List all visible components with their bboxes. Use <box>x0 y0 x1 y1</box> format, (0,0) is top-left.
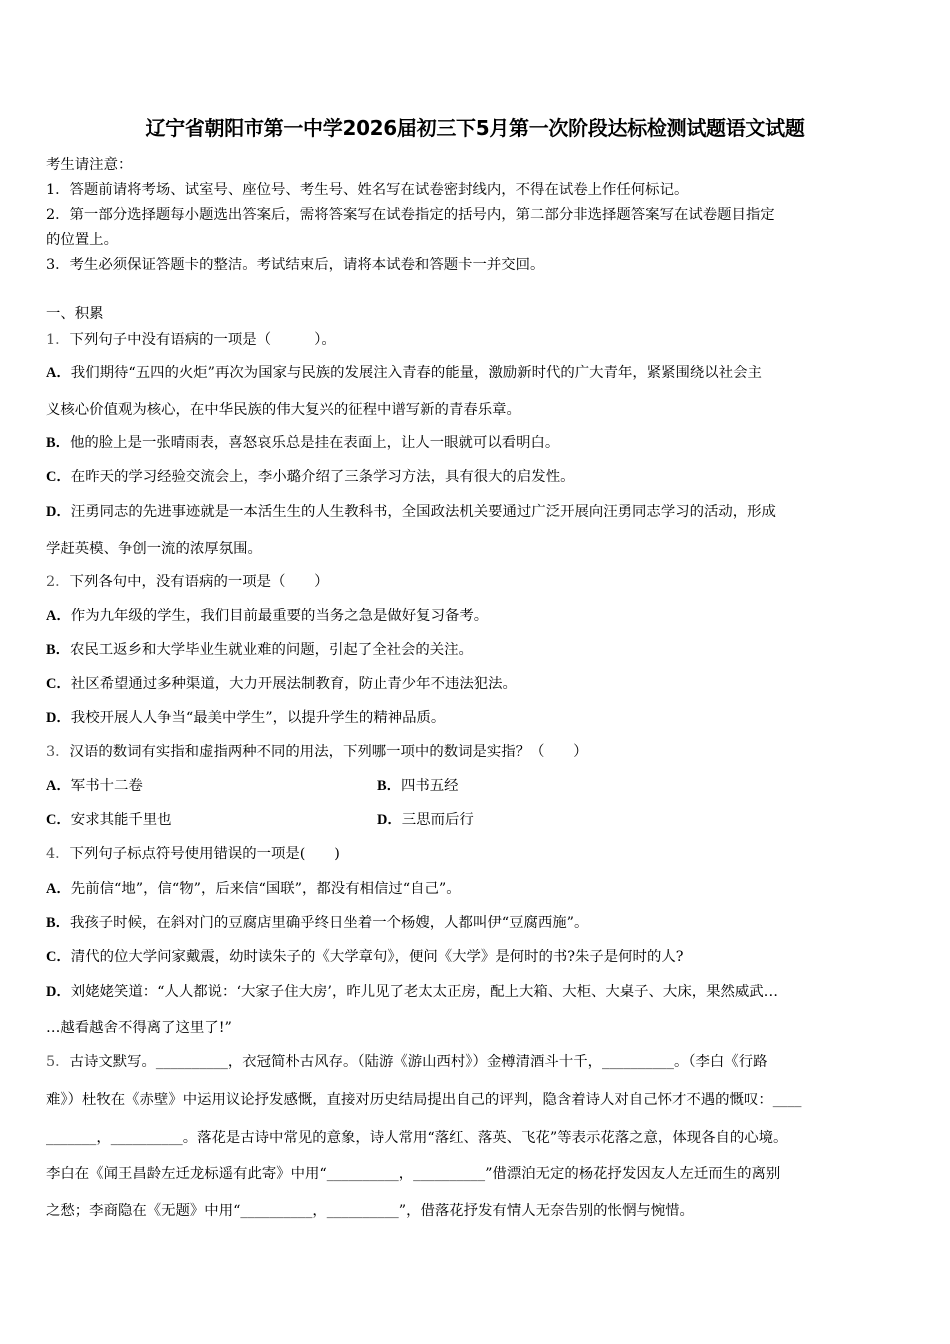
option-d-cont: …越看越舍不得离了这里了!” <box>46 1020 232 1036</box>
option-a <box>46 604 488 625</box>
question-5 <box>46 1050 767 1071</box>
option-d-cont: 学赶英模、争创一流的浓厚氛围。 <box>46 541 262 557</box>
option-text: 农民工返乡和大学毕业生就业难的问题，引起了全社会的关注。 <box>70 642 473 658</box>
question-stem: 古诗文默写。__________，衣冠简朴古风存。（陆游《游山西村》）金樽清酒斗十千，__________。（李白《行路 <box>69 1054 768 1070</box>
option-c <box>46 465 574 486</box>
question-number: 5． <box>46 1054 70 1070</box>
option-label: A． <box>46 881 71 897</box>
option-label: B． <box>377 778 401 794</box>
exam-title: 辽宁省朝阳市第一中学2026届初三下5月第一次阶段达标检测试题语文试题 <box>145 116 805 140</box>
option-text: 军书十二卷 <box>70 778 143 794</box>
option-text: 社区希望通过多种渠道，大力开展法制教育，防止青少年不违法犯法。 <box>70 676 517 692</box>
notice-item: 的位置上。 <box>46 232 118 248</box>
option-a-cont: 义核心价值观为核心，在中华民族的伟大复兴的征程中谱写新的青春乐章。 <box>46 402 521 418</box>
option-label: A． <box>46 778 71 794</box>
question-5-cont: 李白在《闻王昌龄左迁龙标遥有此寄》中用“__________，__________”借漂泊无定的杨花抒发因友人左迁而生的离别 <box>46 1166 781 1182</box>
question-number: 3． <box>46 744 70 760</box>
notice-item: 3．考生必须保证答题卡的整洁。考试结束后，请将本试卷和答题卡一并交回。 <box>46 257 545 273</box>
question-2 <box>46 570 329 591</box>
option-text: 在昨天的学习经验交流会上，李小璐介绍了三条学习方法，具有很大的启发性。 <box>70 469 575 485</box>
question-number: 2． <box>46 574 70 590</box>
option-label: D． <box>46 710 71 726</box>
option-d <box>46 706 445 727</box>
option-a <box>46 361 762 382</box>
option-b <box>377 774 459 795</box>
option-a <box>46 877 461 898</box>
question-stem: 下列句子中没有语病的一项是（ ）。 <box>69 332 336 348</box>
option-text: 汪勇同志的先进事迹就是一本活生生的人生教科书，全国政法机关要通过广泛开展向汪勇同志学习的活动，形成 <box>70 504 776 520</box>
option-b <box>46 911 588 932</box>
question-1 <box>46 328 336 349</box>
option-label: D． <box>377 812 402 828</box>
option-c <box>46 672 517 693</box>
option-text: 我孩子时候，在斜对门的豆腐店里确乎终日坐着一个杨嫂，人都叫伊“豆腐西施”。 <box>70 915 589 931</box>
question-5-cont: 之愁；李商隐在《无题》中用“__________，__________”，借落花抒发有情人无奈告别的怅惘与惋惜。 <box>46 1203 694 1219</box>
question-stem: 汉语的数词有实指和虚指两种不同的用法，下列哪一项中的数词是实指？（ ） <box>69 744 588 760</box>
question-stem: 下列各句中，没有语病的一项是（ ） <box>69 574 329 590</box>
option-label: D． <box>46 984 71 1000</box>
option-text: 四书五经 <box>401 778 459 794</box>
option-d <box>46 500 776 521</box>
option-text: 三思而后行 <box>401 812 474 828</box>
question-3 <box>46 740 588 761</box>
option-c <box>46 808 172 829</box>
question-4 <box>46 842 340 863</box>
option-text: 安求其能千里也 <box>70 812 172 828</box>
option-label: D． <box>46 504 71 520</box>
option-label: C． <box>46 949 71 965</box>
option-b <box>46 431 559 452</box>
question-5-cont: _______，__________。落花是古诗中常见的意象，诗人常用“落红、落英、飞花”等表示花落之意，体现各自的心境。 <box>46 1130 788 1146</box>
notice-item: 2．第一部分选择题每小题选出答案后，需将答案写在试卷指定的括号内，第二部分非选择题答案写在试卷题目指定 <box>46 207 775 223</box>
option-label: C． <box>46 676 71 692</box>
question-stem: 下列句子标点符号使用错误的一项是( ) <box>69 846 340 862</box>
option-label: C． <box>46 812 71 828</box>
notice-item: 1．答题前请将考场、试室号、座位号、考生号、姓名写在试卷密封线内，不得在试卷上作任何标记。 <box>46 182 689 198</box>
option-a <box>46 774 143 795</box>
option-text: 先前信“地”，信“物”，后来信“国联”，都没有相信过“自己”。 <box>70 881 461 897</box>
question-number: 4． <box>46 846 70 862</box>
option-text: 作为九年级的学生，我们目前最重要的当务之急是做好复习备考。 <box>70 608 489 624</box>
option-label: B． <box>46 915 70 931</box>
option-b <box>46 638 473 659</box>
option-label: C． <box>46 469 71 485</box>
question-5-cont: 难》）杜牧在《赤壁》中运用议论抒发感慨，直接对历史结局提出自己的评判，隐含着诗人对自己怀才不遇的慨叹：____ <box>46 1092 802 1108</box>
option-label: B． <box>46 642 70 658</box>
notice-heading: 考生请注意： <box>46 157 133 173</box>
option-text: 刘姥姥笑道：“人人都说：‘大家子住大房’，昨儿见了老太太正房，配上大箱、大柜、大桌子、大床，果然威武… <box>70 984 779 1000</box>
option-c <box>46 945 683 966</box>
option-label: B． <box>46 435 70 451</box>
option-d <box>46 980 778 1001</box>
option-text: 我们期待“五四的火炬”再次为国家与民族的发展注入青春的能量，激励新时代的广大青年，紧紧围绕以社会主 <box>70 365 762 381</box>
option-d <box>377 808 474 829</box>
section-heading: 一、积累 <box>46 306 104 322</box>
option-text: 我校开展人人争当“最美中学生”，以提升学生的精神品质。 <box>70 710 446 726</box>
option-label: A． <box>46 608 71 624</box>
option-text: 清代的位大学问家戴震，幼时读朱子的《大学章句》，便问《大学》是何时的书?朱子是何时的人? <box>70 949 684 965</box>
question-number: 1． <box>46 332 70 348</box>
option-label: A． <box>46 365 71 381</box>
option-text: 他的脸上是一张晴雨表，喜怒哀乐总是挂在表面上，让人一眼就可以看明白。 <box>70 435 560 451</box>
